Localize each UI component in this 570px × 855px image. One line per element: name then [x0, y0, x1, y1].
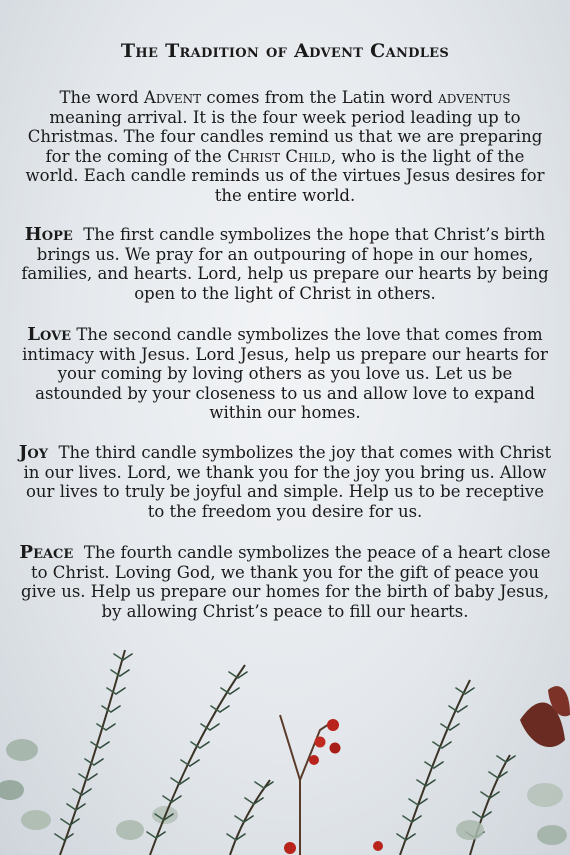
section-hope	[18, 225, 552, 303]
section-joy	[18, 443, 552, 521]
section-text-hope: The first candle symbolizes the hope that Christ’s birth brings us. We pray for an outpouring of hope in our homes, families, and hearts. Lord, help us prepare our hearts by being open to the light of Christ in others.	[21, 225, 549, 303]
pine-branch-icon	[55, 650, 273, 855]
intro-text-2: comes from the Latin word	[201, 88, 439, 107]
section-heading-joy: Joy	[18, 442, 48, 463]
intro-christ-child: Christ Child	[227, 146, 331, 166]
section-peace	[18, 543, 552, 621]
intro-word-adventus: adventus	[438, 88, 511, 107]
intro-word-advent: Advent	[143, 88, 202, 107]
page-title: The Tradition of Advent Candles	[120, 40, 450, 62]
section-heading-hope: Hope	[24, 224, 73, 245]
intro-text-1: The word	[59, 88, 144, 107]
pine-branch-icon	[397, 680, 515, 855]
intro-text-4: , who is the light of the world. Each candle reminds us of the virtues Jesus desires for the entire world.	[25, 146, 545, 205]
eucalyptus-leaf-icon	[456, 686, 570, 845]
section-love	[18, 325, 552, 423]
section-text-joy: The third candle symbolizes the joy that comes with Christ in our lives. Lord, we thank you for the joy you bring us. Allow our lives to truly be joyful and simple. Help us to be receptive to the freedom you desire for us.	[23, 443, 552, 521]
section-heading-peace: Peace	[19, 542, 74, 563]
section-text-love: The second candle symbolizes the love that comes from intimacy with Jesus. Lord Jesus, help us prepare our hearts for your coming by loving others as you love us. Let us be astounded by your closeness to us and allow love to expand within our homes.	[22, 325, 548, 423]
intro-text-3: meaning arrival. It is the four week period leading up to Christmas. The four candles remind us that we are preparing for the coming of the	[27, 107, 543, 166]
section-heading-love: Love	[27, 324, 72, 345]
greenery-decoration	[0, 630, 570, 855]
red-berry-icon	[280, 715, 383, 855]
intro-paragraph	[22, 88, 548, 206]
section-text-peace: The fourth candle symbolizes the peace of a heart close to Christ. Loving God, we thank you for the gift of peace you give us. Help us prepare our homes for the birth of baby Jesus, by allowing Christ’s peace to fill our hearts.	[21, 543, 551, 621]
